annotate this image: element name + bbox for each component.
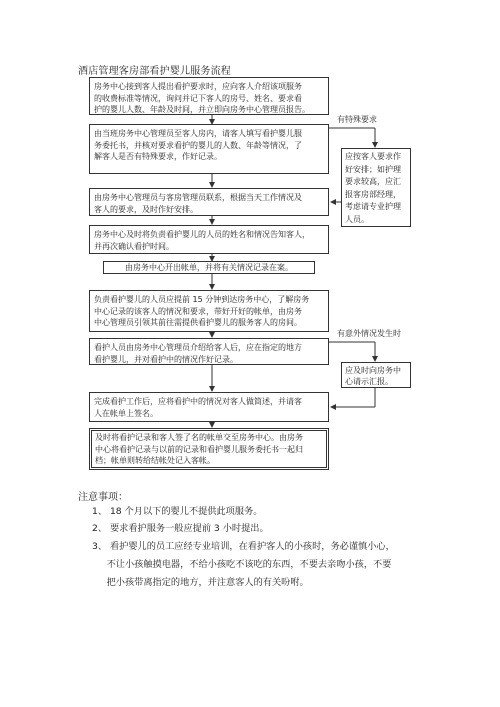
note-item-1: 1、 18 个月以下的婴儿不提供此项服务。	[92, 506, 263, 517]
step-1-receive-request: 房务中心接到客人提出看护要求时，应向客人介绍该项服务 的收费标准等情况，询问并记下客人的房号、姓名、要求看 护的婴儿人数、年龄及时间，并立即向房务中心管理员报告。	[89, 77, 329, 115]
step-9-archive: 及时将看护记录和客人签了名的帐单交至房务中心。由房务 中心将看护记录与以前的记录和看护婴儿服务委托书一起归 档；帐单则转给结帐处记入客帐。	[89, 428, 329, 470]
step-5-open-bill: 由房务中心开出帐单，并将有关情况记录在案。	[103, 261, 315, 274]
notes-heading: 注意事项：	[78, 492, 128, 503]
note-item-3: 3、 看护婴儿的员工应经专业培训，在看护客人的小孩时，务必谨慎小心， 不让小孩触摸电器，不给小孩吃不该吃的东西，不要去亲吻小孩，不要 把小孩带离指定的地方，并注意客人的有关吩咐。	[92, 541, 395, 588]
side-box-special-request: 应按客人要求作 好安排；如护理 要求较高，应汇 报客房部经理， 考虑请专业护理 人员。	[341, 148, 411, 227]
page-title: 酒店管理客房部看护婴儿服务流程	[78, 66, 231, 77]
step-3-arrange-staff: 由房务中心管理员与客房管理员联系，根据当天工作情况及 客人的要求，及时作好安排。	[89, 188, 329, 216]
side-box-report: 应及时向房务中 心请示汇报。	[341, 362, 411, 388]
branch-label-special: 有特殊要求	[337, 115, 377, 124]
step-6-staff-arrive: 负责看护婴儿的人员应提前 15 分钟到达房务中心，了解房务 中心记录的该客人的情况和要求，带好开好的帐单，由房务 中心管理员引领其前往需提供看护婴儿的服务客人的房间。	[89, 290, 329, 332]
step-2-manager-visit: 由当班房务中心管理员至客人房内，请客人填写看护婴儿服 务委托书，并核对要求看护的婴儿的人数、年龄等情况，了 解客人是否有特殊要求，作好记录。	[89, 124, 329, 174]
note-item-2: 2、 要求看护服务一般应提前 3 小时提出。	[92, 523, 269, 534]
step-4-inform-guest: 房务中心及时将负责看护婴儿的人员的姓名和情况告知客人， 并再次确认看护时间。	[89, 225, 329, 254]
step-8-finish-sign: 完成看护工作后，应将看护中的情况对客人做简述，并请客 人在帐单上签名。	[89, 392, 329, 422]
branch-label-accident: 有意外情况发生时	[337, 329, 401, 338]
step-7-care-baby: 看护人员由房务中心管理员介绍给客人后，应在指定的地方 看护婴儿，并对看护中的情况作好记录。	[89, 338, 329, 365]
